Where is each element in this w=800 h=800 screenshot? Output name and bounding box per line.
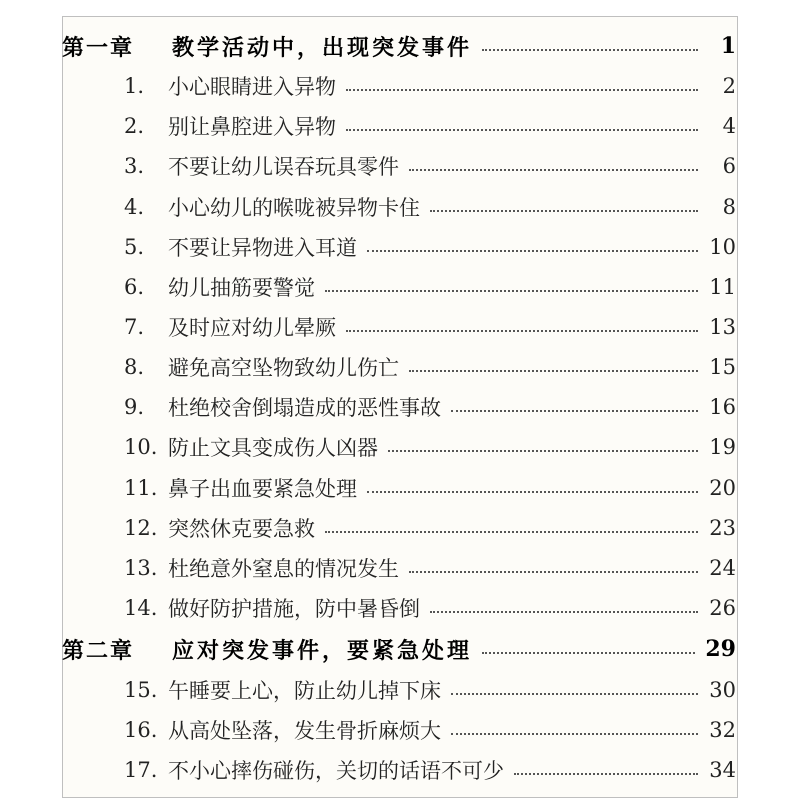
toc-entry[interactable] — [124, 427, 736, 467]
page-number: 6 — [722, 154, 736, 178]
page-number: 10 — [709, 235, 736, 259]
dot-leader — [325, 531, 698, 533]
toc-entry[interactable] — [124, 227, 736, 267]
entry-number: 10. — [124, 435, 158, 459]
entry-number: 8. — [124, 355, 145, 379]
dot-leader — [482, 49, 698, 51]
toc-entry[interactable] — [124, 146, 736, 186]
page-number: 34 — [709, 758, 736, 782]
entry-title: 幼儿抽筋要警觉 — [168, 276, 315, 300]
toc-entry[interactable] — [124, 468, 736, 508]
page-number: 30 — [709, 678, 736, 702]
page-number: 11 — [709, 275, 736, 299]
dot-leader — [346, 89, 698, 91]
toc-entry[interactable] — [124, 588, 736, 628]
entry-number: 4. — [124, 195, 145, 219]
dot-leader — [388, 450, 698, 452]
chapter-label: 第二章 — [62, 637, 135, 664]
entry-number: 12. — [124, 516, 158, 540]
dot-leader — [451, 410, 698, 412]
toc-entry[interactable] — [124, 387, 736, 427]
page-number: 15 — [709, 355, 736, 379]
entry-number: 7. — [124, 315, 145, 339]
entry-title: 鼻子出血要紧急处理 — [168, 477, 357, 501]
dot-leader — [451, 733, 698, 735]
entry-number: 13. — [124, 556, 158, 580]
toc-entry[interactable] — [124, 548, 736, 588]
chapter-title: 应对突发事件，要紧急处理 — [172, 637, 473, 664]
dot-leader — [346, 129, 698, 131]
page-number: 4 — [722, 114, 736, 138]
entry-number: 6. — [124, 275, 145, 299]
toc-entry[interactable] — [124, 670, 736, 710]
entry-title: 不要让异物进入耳道 — [168, 236, 357, 260]
page-number: 16 — [709, 395, 736, 419]
toc-entry[interactable] — [124, 347, 736, 387]
dot-leader — [325, 290, 698, 292]
page-number: 20 — [709, 476, 736, 500]
page-number: 23 — [709, 516, 736, 540]
entry-title: 不要让幼儿误吞玩具零件 — [168, 155, 399, 179]
chapter-heading[interactable] — [62, 26, 736, 66]
entry-title: 防止文具变成伤人凶器 — [168, 436, 378, 460]
chapter-heading[interactable] — [62, 629, 736, 669]
toc-entry[interactable] — [124, 307, 736, 347]
entry-number: 1. — [124, 74, 145, 98]
entry-title: 别让鼻腔进入异物 — [168, 115, 336, 139]
dot-leader — [346, 330, 698, 332]
entry-title: 小心幼儿的喉咙被异物卡住 — [168, 196, 420, 220]
entry-number: 14. — [124, 596, 158, 620]
page-number: 2 — [722, 74, 736, 98]
toc-entry[interactable] — [124, 750, 736, 790]
entry-title: 从高处坠落，发生骨折麻烦大 — [168, 719, 441, 743]
entry-title: 午睡要上心，防止幼儿掉下床 — [168, 679, 441, 703]
dot-leader — [367, 250, 698, 252]
page-number: 1 — [720, 33, 736, 59]
entry-title: 杜绝校舍倒塌造成的恶性事故 — [168, 396, 441, 420]
dot-leader — [430, 611, 698, 613]
dot-leader — [367, 491, 698, 493]
entry-title: 不小心摔伤碰伤，关切的话语不可少 — [168, 759, 504, 783]
page-number: 24 — [709, 556, 736, 580]
entry-number: 3. — [124, 154, 145, 178]
toc-entry[interactable] — [124, 187, 736, 227]
toc-entry[interactable] — [124, 508, 736, 548]
toc-entry[interactable] — [124, 710, 736, 750]
page-number: 13 — [709, 315, 736, 339]
entry-number: 17. — [124, 758, 158, 782]
dot-leader — [482, 652, 695, 654]
entry-number: 15. — [124, 678, 158, 702]
entry-number: 11. — [124, 476, 158, 500]
entry-number: 2. — [124, 114, 145, 138]
toc-entry[interactable] — [124, 106, 736, 146]
entry-title: 杜绝意外窒息的情况发生 — [168, 557, 399, 581]
entry-title: 做好防护措施，防中暑昏倒 — [168, 597, 420, 621]
dot-leader — [409, 370, 698, 372]
chapter-label: 第一章 — [62, 34, 135, 61]
entry-title: 及时应对幼儿晕厥 — [168, 316, 336, 340]
page-number: 19 — [709, 435, 736, 459]
page-number: 26 — [709, 596, 736, 620]
toc-entry[interactable] — [124, 267, 736, 307]
entry-number: 16. — [124, 718, 158, 742]
chapter-title: 教学活动中，出现突发事件 — [172, 34, 473, 61]
entry-title: 小心眼睛进入异物 — [168, 75, 336, 99]
entry-number: 9. — [124, 395, 145, 419]
page-number: 32 — [709, 718, 736, 742]
dot-leader — [430, 210, 698, 212]
page-number: 8 — [722, 195, 736, 219]
dot-leader — [409, 169, 698, 171]
page-number: 29 — [705, 636, 736, 662]
toc-entry[interactable] — [124, 66, 736, 106]
dot-leader — [409, 571, 698, 573]
entry-number: 5. — [124, 235, 145, 259]
dot-leader — [451, 693, 698, 695]
entry-title: 突然休克要急救 — [168, 517, 315, 541]
dot-leader — [514, 773, 698, 775]
entry-title: 避免高空坠物致幼儿伤亡 — [168, 356, 399, 380]
